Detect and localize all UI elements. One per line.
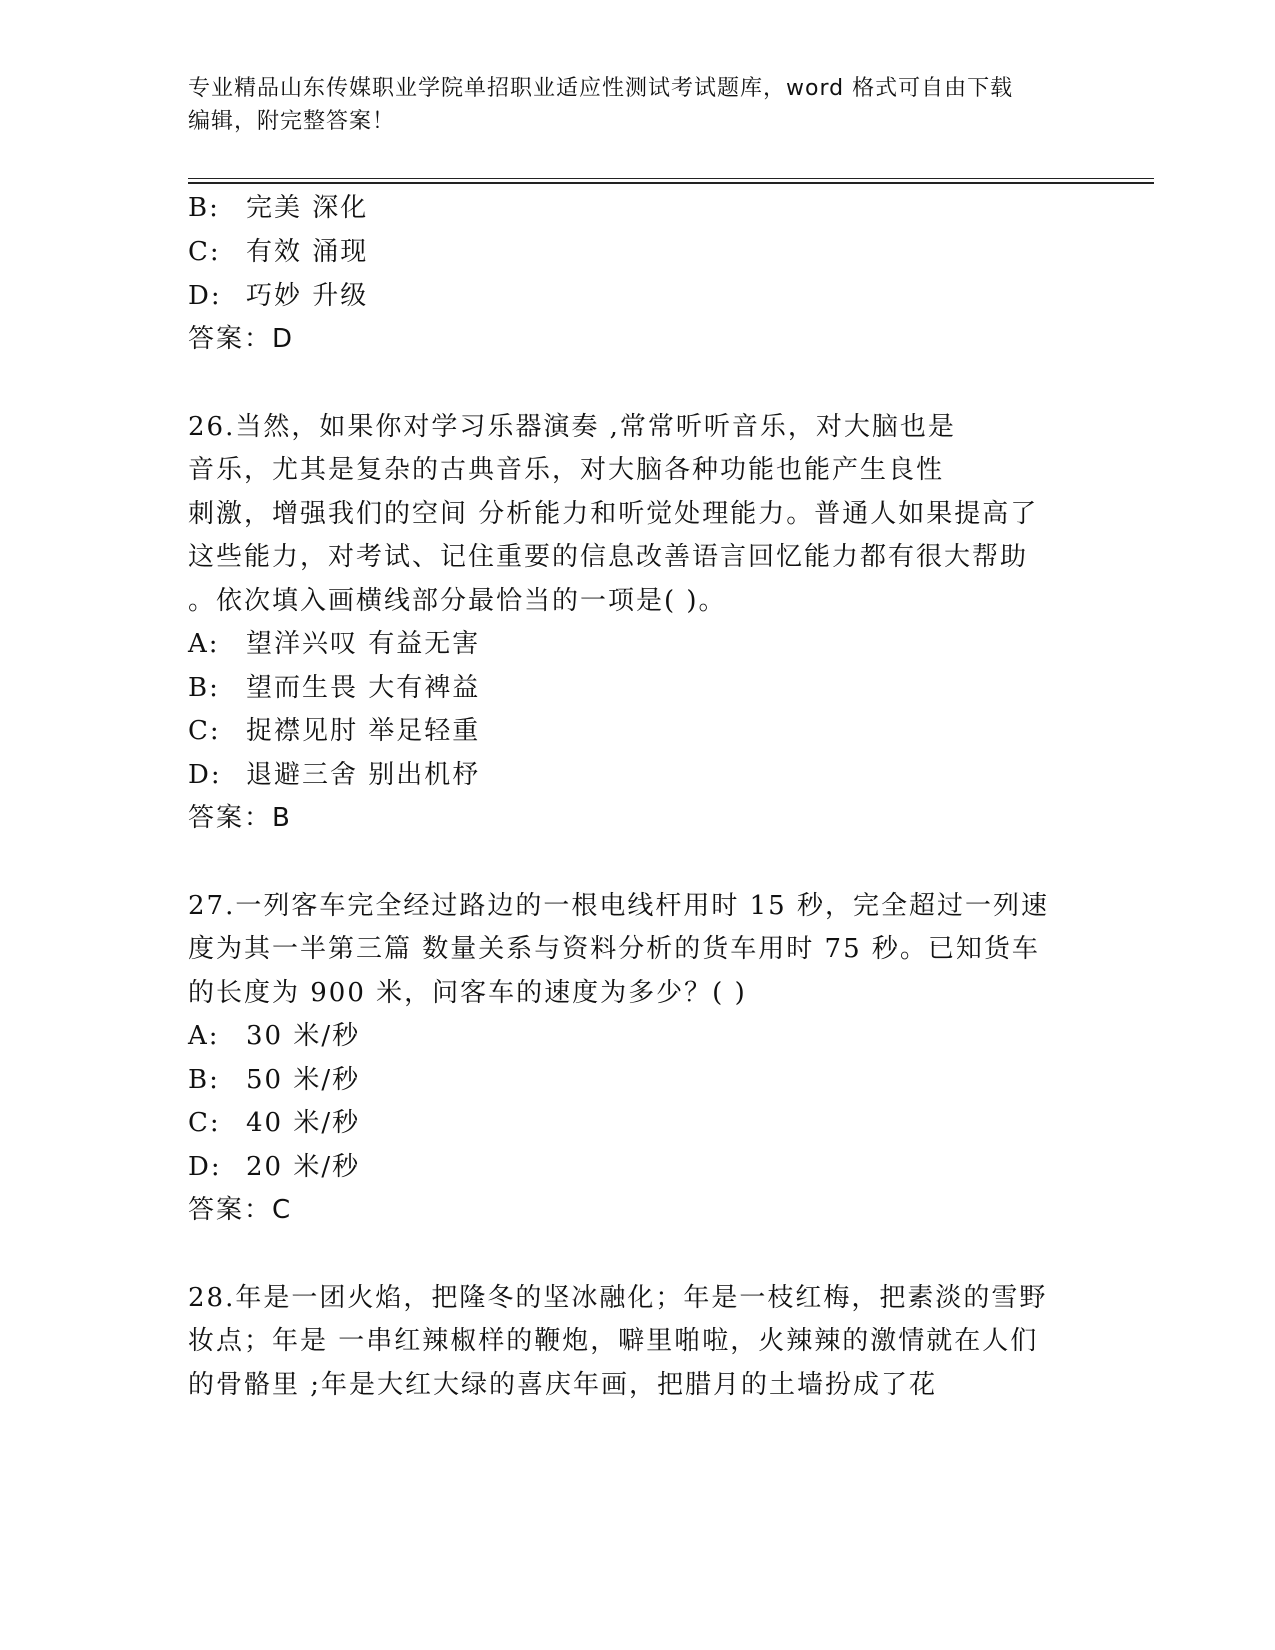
q27-line-3: 的长度为 900 米，问客车的速度为多少？( ) <box>188 978 747 1008</box>
q26-option-d: D: 退避三舍 别出机杼 <box>188 760 481 790</box>
q26-line-4: 这些能力，对考试、记住重要的信息改善语言回忆能力都有很大帮助 <box>188 542 1029 572</box>
q27-line-2: 度为其一半第三篇 数量关系与资料分析的货车用时 75 秒。已知货车 <box>188 934 1040 964</box>
q27-option-b: B: 50 米/秒 <box>188 1065 361 1095</box>
header-line-2: 编辑，附完整答案！ <box>188 109 396 134</box>
page-header <box>188 72 1088 138</box>
q26-line-5: 。依次填入画横线部分最恰当的一项是( )。 <box>188 586 727 616</box>
q26-line-2: 音乐，尤其是复杂的古典音乐，对大脑各种功能也能产生良性 <box>188 455 945 485</box>
q26-option-a: A: 望洋兴叹 有益无害 <box>188 629 481 659</box>
q27-option-c: C: 40 米/秒 <box>188 1108 361 1138</box>
q27-answer: 答案：C <box>188 1195 293 1225</box>
q26-line-1: 26.当然，如果你对学习乐器演奏 ,常常听听音乐，对大脑也是 <box>188 412 956 442</box>
header-line-1: 专业精品山东传媒职业学院单招职业适应性测试考试题库，word 格式可自由下载 <box>188 76 1014 101</box>
header-rule-thin <box>188 178 1154 179</box>
q27-option-a: A: 30 米/秒 <box>188 1021 361 1051</box>
q27-line-1: 27.一列客车完全经过路边的一根电线杆用时 15 秒，完全超过一列速 <box>188 891 1049 921</box>
header-rule-thick <box>188 182 1154 184</box>
q26-option-b: B: 望而生畏 大有裨益 <box>188 673 481 703</box>
q25-option-d: D: 巧妙 升级 <box>188 281 369 311</box>
q28-line-3: 的骨骼里 ;年是大红大绿的喜庆年画，把腊月的土墙扮成了花 <box>188 1370 938 1400</box>
q25-option-b: B: 完美 深化 <box>188 193 369 223</box>
q25-option-c: C: 有效 涌现 <box>188 237 369 267</box>
q28-line-1: 28.年是一团火焰，把隆冬的坚冰融化；年是一枝红梅，把素淡的雪野 <box>188 1283 1048 1313</box>
q26-answer: 答案：B <box>188 803 292 833</box>
q26-line-3: 刺激，增强我们的空间 分析能力和听觉处理能力。普通人如果提高了 <box>188 499 1039 529</box>
q28-line-2: 妆点；年是 一串红辣椒样的鞭炮，噼里啪啦，火辣辣的激情就在人们 <box>188 1326 1039 1356</box>
q25-answer: 答案：D <box>188 324 295 354</box>
q26-option-c: C: 捉襟见肘 举足轻重 <box>188 716 481 746</box>
q27-option-d: D: 20 米/秒 <box>188 1152 361 1182</box>
